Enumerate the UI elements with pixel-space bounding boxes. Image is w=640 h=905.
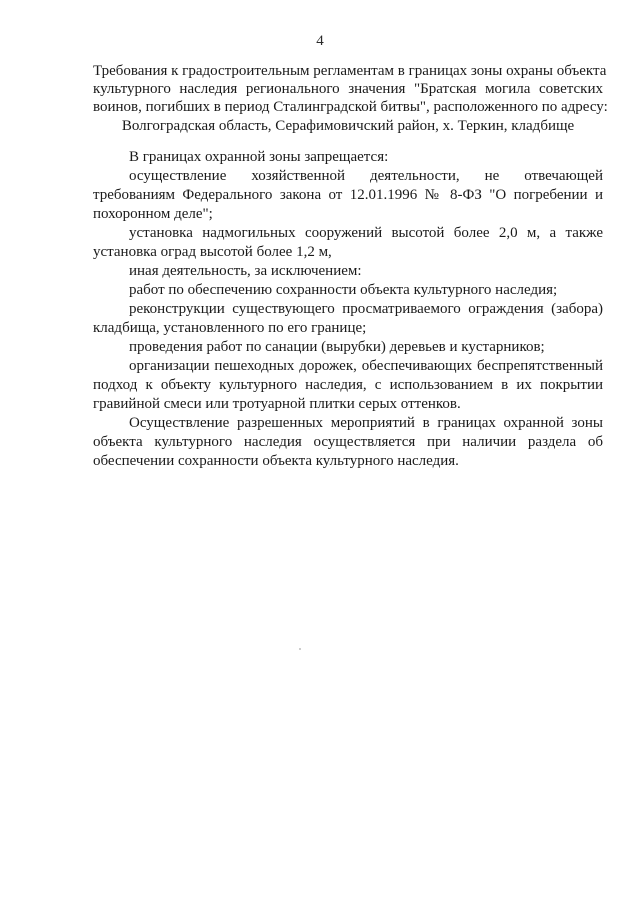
document-body: [93, 148, 603, 471]
exception-item: организации пешеходных дорожек, обеспечивающих беспрепятственный подход к объекту культурного наследия, с использованием в их покрытии гравийной смеси или тротуарной плитки серых оттенков.: [93, 358, 603, 412]
document-title: [93, 62, 608, 135]
title-line: культурного наследия регионального значения "Братская могила советских: [93, 81, 603, 97]
prohibition-item: осуществление хозяйственной деятельности, не отвечающей требованиям Федерального закона от 12.01.1996 № 8-ФЗ "О погребении и похоронном деле";: [93, 168, 603, 222]
exception-item: проведения работ по санации (вырубки) деревьев и кустарников;: [129, 339, 545, 355]
title-address-line: Волгоградская область, Серафимовичский район, х. Теркин, кладбище: [121, 118, 575, 134]
exception-item: реконструкции существующего просматриваемого ограждения (забора) кладбища, установленного по его границе;: [93, 301, 603, 336]
page-number: 4: [316, 33, 324, 49]
exception-intro: иная деятельность, за исключением:: [129, 263, 362, 279]
prohibition-intro: В границах охранной зоны запрещается:: [129, 149, 389, 165]
scan-speck: [299, 648, 301, 650]
permitted-activities-note: Осуществление разрешенных мероприятий в границах охранной зоны объекта культурного наследия осуществляется при наличии раздела об обеспечении сохранности объекта культурного наследия.: [93, 415, 603, 469]
prohibition-item: установка надмогильных сооружений высотой более 2,0 м, а также установка оград высотой более 1,2 м,: [93, 225, 603, 260]
exception-item: работ по обеспечению сохранности объекта культурного наследия;: [129, 282, 558, 298]
title-line: воинов, погибших в период Сталинградской битвы", расположенного по адресу:: [93, 99, 608, 115]
title-line: Требования к градостроительным регламентам в границах зоны охраны объекта: [93, 63, 607, 79]
